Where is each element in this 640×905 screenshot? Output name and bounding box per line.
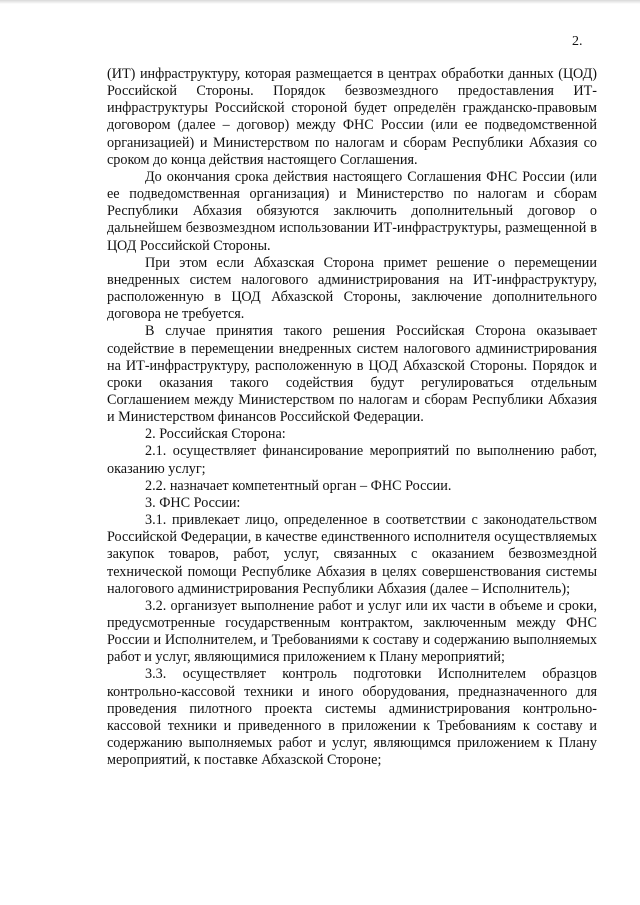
paragraph: При этом если Абхазская Сторона примет решение о перемещении внедренных систем налогового администрирования на ИТ-инфраструктуру, расположенную в ЦОД Абхазской Стороны, заключение дополнительного договора не требуется. — [107, 254, 597, 323]
scan-edge-shadow — [0, 0, 640, 4]
paragraph: 2.1. осуществляет финансирование мероприятий по выполнению работ, оказанию услуг; — [107, 443, 597, 477]
paragraph: (ИТ) инфраструктуру, которая размещается в центрах обработки данных (ЦОД) Российской Стороны. Порядок безвозмездного предоставления ИТ-инфраструктуры Российской стороной будет определён гражданско-правовым договором (далее – договор) между ФНС России (или ее подведомственной организацией) и Министерством по налогам и сборам Республики Абхазия со сроком до конца действия настоящего Соглашения. — [107, 66, 597, 168]
paragraph: 3.3. осуществляет контроль подготовки Исполнителем образцов контрольно-кассовой техники и иного оборудования, предназначенного для проведения пилотного проекта системы администрирования контрольно-кассовой техники и приведенного в приложении к Требованиям к составу и содержанию выполняемых работ и услуг, являющимся приложением к Плану мероприятий, к поставке Абхазской Стороне; — [107, 666, 597, 769]
paragraph: 3.1. привлекает лицо, определенное в соответствии с законодательством Российской Федерации, в качестве единственного исполнителя осуществляемых закупок товаров, работ, услуг, связанных с оказанием безвозмездной технической помощи Республике Абхазия в целях совершенствования системы налогового администрирования Республики Абхазия (далее – Исполнитель); — [107, 512, 597, 597]
paragraph: До окончания срока действия настоящего Соглашения ФНС России (или ее подведомственная организация) и Министерство по налогам и сборам Республики Абхазия обязуются заключить дополнительный договор о дальнейшем безвозмездном использовании ИТ-инфраструктуры, размещенной в ЦОД Российской Стороны. — [107, 168, 597, 254]
paragraph: 3. ФНС России: — [145, 494, 241, 511]
page-number: 2. — [572, 34, 583, 49]
paragraph: В случае принятия такого решения Российская Сторона оказывает содействие в перемещении внедренных систем налогового администрирования на ИТ-инфраструктуру, расположенную в ЦОД Абхазской Стороны. Порядок и сроки оказания такого содействия будут регулироваться отдельным Соглашением между Министерством по налогам и сборам Республики Абхазия и Министерством финансов Российской Федерации. — [107, 323, 597, 426]
paragraph: 2. Российская Сторона: — [145, 426, 286, 443]
paragraph: 3.2. организует выполнение работ и услуг или их части в объеме и сроки, предусмотренные государственным контрактом, заключенным между ФНС России и Исполнителем, и Требованиями к составу и содержанию выполняемых работ и услуг, являющимися приложением к Плану мероприятий; — [107, 597, 597, 666]
paragraph: 2.2. назначает компетентный орган – ФНС России. — [145, 477, 452, 494]
document-body — [107, 66, 597, 769]
